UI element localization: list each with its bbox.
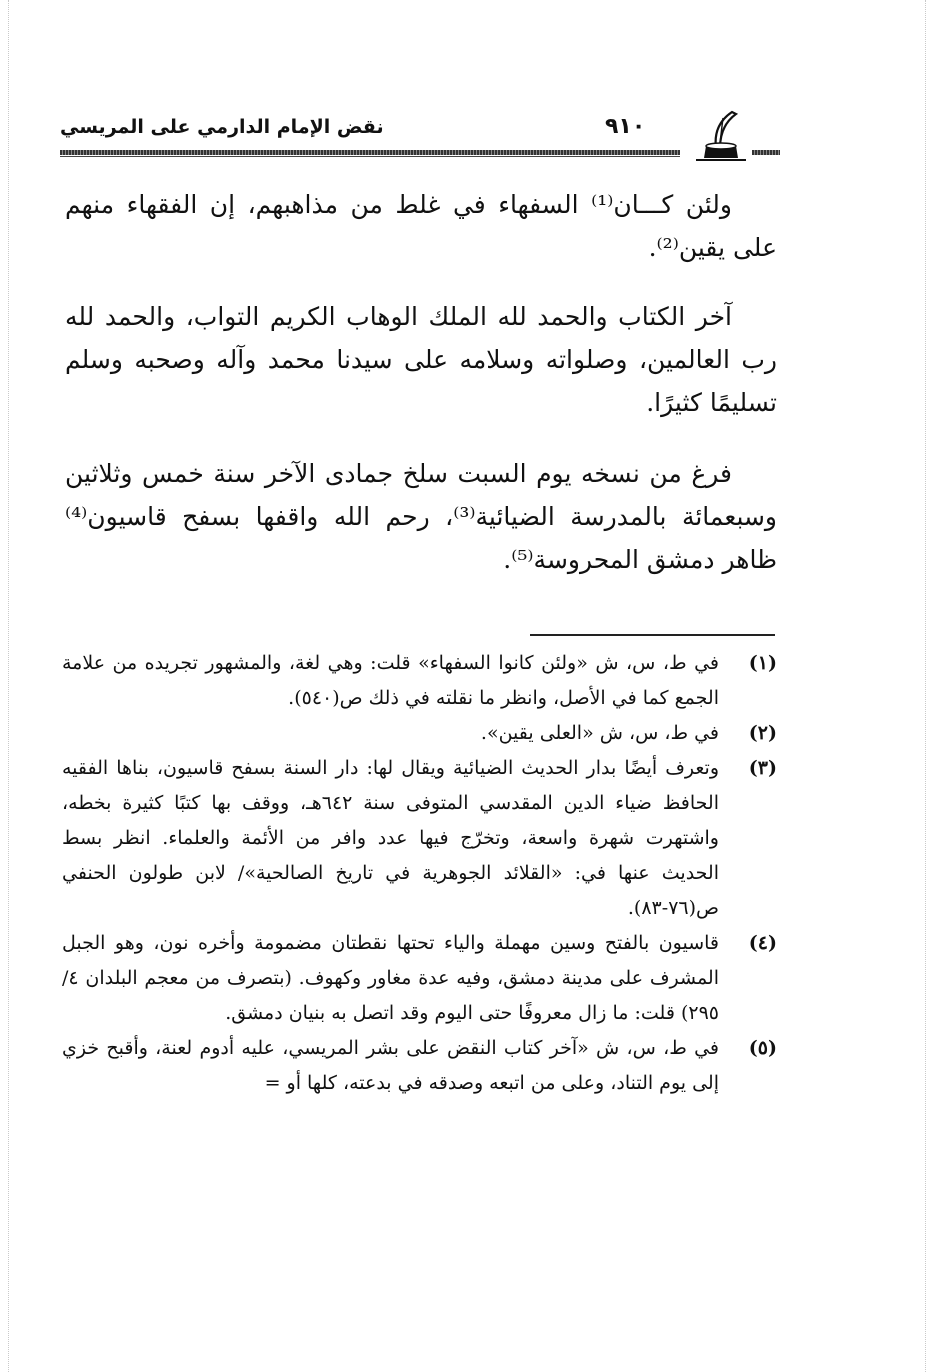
header-rule-right (752, 150, 780, 155)
footnote-number: (٥) (748, 1037, 777, 1059)
paragraph-1: ولئن كـــان⁽¹⁾ السفهاء في غلط من مذاهبهم، إن الفقهاء منهم على يقين⁽²⁾. (65, 190, 777, 262)
footnote-text: وتعرف أيضًا بدار الحديث الضيائية ويقال لها: دار السنة بسفح قاسيون، بناها الفقيه الحافظ ضياء الدين المقدسي المتوفى سنة ٦٤٢هـ، ووقف بها كتبًا كثيرة بخطه، واشتهرت شهرة واسعة، وتخرّج فيها عدد وافر من الأئمة والعلماء. انظر بسط الحديث عنها في: «القلائد الجوهرية في تاريخ الصالحية»/ لابن طولون الحنفي ص(٧٦-٨٣). (62, 757, 719, 919)
header-rule (60, 150, 680, 155)
footnote-text: في ط، س، ش «العلى يقين». (480, 722, 719, 744)
scan-margin-right (925, 0, 928, 1372)
footnote-text: في ط، س، ش «ولئن كانوا السفهاء» قلت: وهي لغة، والمشهور تجريده من علامة الجمع كما في الأصل، وانظر ما نقلته في ذلك ص(٥٤٠). (62, 652, 720, 709)
footnote-5 (62, 1031, 777, 1101)
page-number: ٩١٠ (605, 114, 646, 139)
footnotes (62, 646, 777, 1101)
page-header (60, 110, 780, 160)
scan-margin-left (8, 0, 11, 1372)
running-title: نقض الإمام الدارمي على المريسي (60, 116, 384, 138)
quill-inkwell-icon (692, 110, 750, 166)
footnote-2 (62, 716, 777, 751)
footnote-number: (٢) (748, 722, 777, 744)
footnote-number: (١) (748, 652, 777, 674)
footnote-number: (٤) (748, 932, 777, 954)
paragraph-3: فرغ من نسخه يوم السبت سلخ جمادى الآخر سنة خمس وثلاثين وسبعمائة بالمدرسة الضيائية⁽³⁾، رحم الله واقفها بسفح قاسيون⁽⁴⁾ ظاهر دمشق المحروسة⁽⁵⁾. (65, 459, 778, 574)
footnote-separator (530, 634, 775, 636)
header-rule-thin (60, 156, 680, 157)
footnote-text: في ط، س، ش «آخر كتاب النقض على بشر المريسي، عليه أدوم لعنة، وأقبح خزي إلى يوم التناد، وعلى من اتبعه وصدقه في بدعته، كلها أو = (62, 1037, 719, 1094)
paragraph-2: آخر الكتاب والحمد لله الملك الوهاب الكريم التواب، والحمد لله رب العالمين، وصلواته وسلامه على سيدنا محمد وآله وصحبه وسلم تسليمًا كثيرًا. (65, 302, 777, 417)
footnote-number: (٣) (748, 757, 777, 779)
footnote-text: قاسيون بالفتح وسين مهملة والياء تحتها نقطتان مضمومة وأخره نون، وهو الجبل المشرف على مدينة دمشق، وفيه عدة مغاور وكهوف. (بتصرف من معجم البلدان ٤/ ٢٩٥) قلت: ما زال معروفًا حتى اليوم وقد اتصل به بنيان دمشق. (62, 932, 719, 1024)
footnote-1 (62, 646, 777, 716)
footnote-3 (62, 751, 777, 926)
footnote-4 (62, 926, 777, 1031)
